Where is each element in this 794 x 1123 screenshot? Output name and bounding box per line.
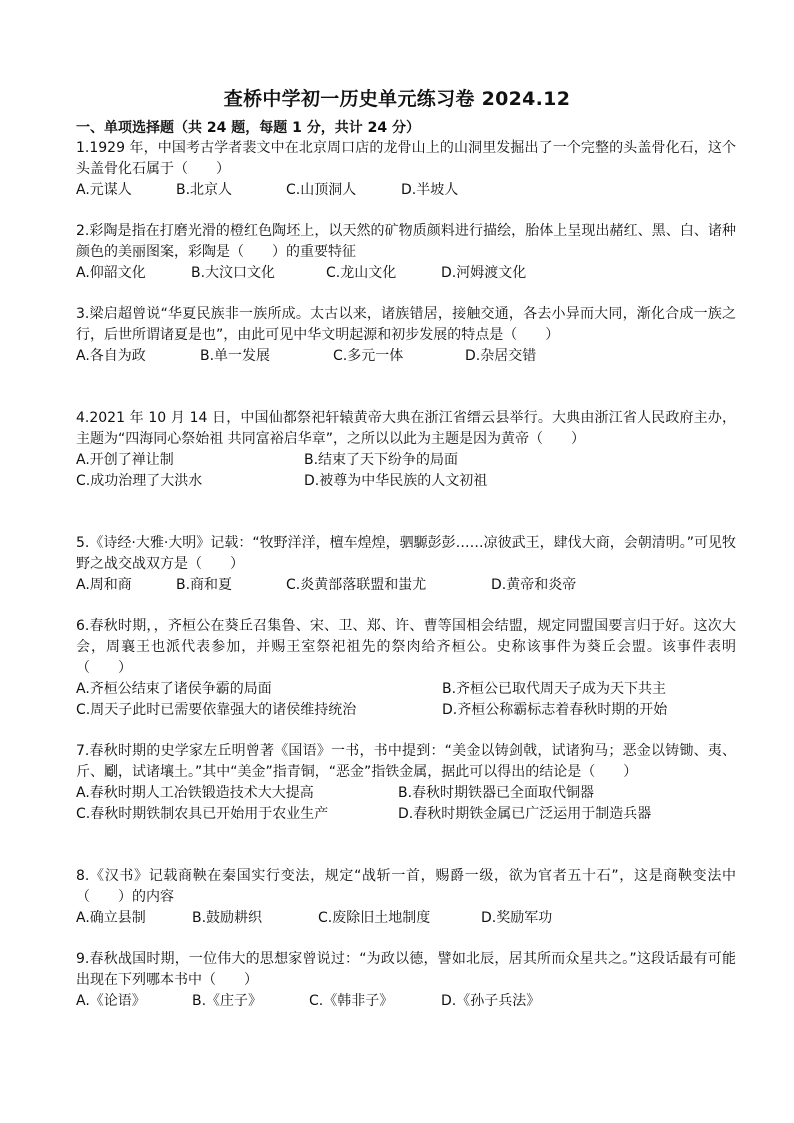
question-3 <box>76 304 736 367</box>
question-stem: 4.2021 年 10 月 14 日，中国仙都祭祀轩辕黄帝大典在浙江省缙云县举行。大典由浙江省人民政府主办，主题为“四海同心祭始祖 共同富裕启华章”，之所以以此为主题是因为黄帝（ ） <box>76 410 736 447</box>
question-stem: 7.春秋时期的史学家左丘明曾著《国语》一书，书中提到：“美金以铸剑戟，试诸狗马；恶金以铸锄、夷、斤、劚，试诸壤土。”其中“美金”指青铜，“恶金”指铁金属，据此可以得出的结论是（ ） <box>76 743 736 780</box>
question-8 <box>76 866 736 929</box>
question-7 <box>76 741 736 825</box>
option-c[interactable]: C.多元一体 <box>333 348 404 364</box>
exam-title: 查桥中学初一历史单元练习卷 2024.12 <box>223 88 571 110</box>
question-options <box>76 783 736 825</box>
option-c[interactable]: C.龙山文化 <box>326 265 397 281</box>
question-stem: 8.《汉书》记载商鞅在秦国实行变法，规定“战斩一首，赐爵一级，欲为官者五十石”，这是商鞅变法中（ ）的内容 <box>76 868 736 905</box>
question-stem: 2.彩陶是指在打磨光滑的橙红色陶坯上，以天然的矿物质颜料进行描绘，胎体上呈现出赭红、黑、白、诸种颜色的美丽图案，彩陶是（ ）的重要特征 <box>76 223 736 260</box>
option-b[interactable]: B.商和夏 <box>176 577 233 593</box>
question-5 <box>76 533 736 596</box>
question-4 <box>76 408 736 492</box>
option-a[interactable]: A.开创了禅让制 <box>76 452 174 468</box>
option-b[interactable]: B.北京人 <box>176 182 233 198</box>
option-d[interactable]: D.《孙子兵法》 <box>441 993 541 1009</box>
option-b[interactable]: B.大汶口文化 <box>191 265 276 281</box>
option-c[interactable]: C.周天子此时已需要依靠强大的诸侯维持统治 <box>76 702 357 718</box>
question-options <box>76 679 736 721</box>
section-heading: 一、单项选择题（共 24 题，每题 1 分，共计 24 分） <box>76 120 420 136</box>
option-d[interactable]: D.黄帝和炎帝 <box>491 577 577 593</box>
option-a[interactable]: A.春秋时期人工冶铁锻造技术大大提高 <box>76 785 314 801</box>
question-options <box>76 908 736 929</box>
option-d[interactable]: D.杂居交错 <box>465 348 537 364</box>
option-d[interactable]: D.奖励军功 <box>481 910 553 926</box>
question-1 <box>76 138 736 201</box>
option-a[interactable]: A.《论语》 <box>76 993 146 1009</box>
option-a[interactable]: A.各自为政 <box>76 348 146 364</box>
option-d[interactable]: D.春秋时期铁金属已广泛运用于制造兵器 <box>398 806 652 822</box>
question-9 <box>76 949 736 1012</box>
question-stem: 9.春秋战国时期，一位伟大的思想家曾说过：“为政以德，譬如北辰，居其所而众星共之。”这段话最有可能出现在下列哪本书中（ ） <box>76 951 736 988</box>
option-b[interactable]: B.单一发展 <box>200 348 271 364</box>
option-a[interactable]: A.确立县制 <box>76 910 146 926</box>
option-c[interactable]: C.《韩非子》 <box>309 993 394 1009</box>
option-a[interactable]: A.齐桓公结束了诸侯争霸的局面 <box>76 681 272 697</box>
question-6 <box>76 616 736 721</box>
option-b[interactable]: B.《庄子》 <box>192 993 263 1009</box>
question-stem: 1.1929 年，中国考古学者裴文中在北京周口店的龙骨山上的山洞里发掘出了一个完整的头盖骨化石，这个头盖骨化石属于（ ） <box>76 140 736 177</box>
option-b[interactable]: B.鼓励耕织 <box>192 910 263 926</box>
question-options <box>76 346 736 367</box>
option-d[interactable]: D.齐桓公称霸标志着春秋时期的开始 <box>442 702 668 718</box>
option-a[interactable]: A.元谋人 <box>76 182 132 198</box>
question-options <box>76 450 736 492</box>
option-d[interactable]: D.半坡人 <box>401 182 459 198</box>
option-c[interactable]: C.山顶洞人 <box>286 182 357 198</box>
question-2 <box>76 221 736 284</box>
option-a[interactable]: A.仰韶文化 <box>76 265 146 281</box>
question-stem: 6.春秋时期，，齐桓公在葵丘召集鲁、宋、卫、郑、许、曹等国相会结盟，规定同盟国要言归于好。这次大会，周襄王也派代表参加，并赐王室祭祀祖先的祭肉给齐桓公。史称该事件为葵丘会盟。该事件表明（ ） <box>76 618 736 676</box>
option-c[interactable]: C.炎黄部落联盟和蚩尤 <box>286 577 427 593</box>
option-c[interactable]: C.春秋时期铁制农具已开始用于农业生产 <box>76 806 329 822</box>
option-d[interactable]: D.被尊为中华民族的人文初祖 <box>304 473 488 489</box>
question-options <box>76 263 736 284</box>
question-stem: 5.《诗经·大雅·大明》记载：“牧野洋洋，檀车煌煌，驷騵彭彭……凉彼武王，肆伐大商，会朝清明。”可见牧野之战交战双方是（ ） <box>76 535 736 572</box>
option-c[interactable]: C.废除旧土地制度 <box>318 910 431 926</box>
question-stem: 3.梁启超曾说“华夏民族非一族所成。太古以来，诸族错居，接触交通，各去小异而大同，渐化合成一族之行，后世所谓诸夏是也”，由此可见中华文明起源和初步发展的特点是（ ） <box>76 306 736 343</box>
question-options <box>76 180 736 201</box>
option-b[interactable]: B.齐桓公已取代周天子成为天下共主 <box>442 681 667 697</box>
option-b[interactable]: B.春秋时期铁器已全面取代铜器 <box>398 785 595 801</box>
option-b[interactable]: B.结束了天下纷争的局面 <box>304 452 459 468</box>
option-a[interactable]: A.周和商 <box>76 577 132 593</box>
question-options <box>76 575 736 596</box>
question-options <box>76 991 736 1012</box>
option-c[interactable]: C.成功治理了大洪水 <box>76 473 203 489</box>
option-d[interactable]: D.河姆渡文化 <box>441 265 527 281</box>
